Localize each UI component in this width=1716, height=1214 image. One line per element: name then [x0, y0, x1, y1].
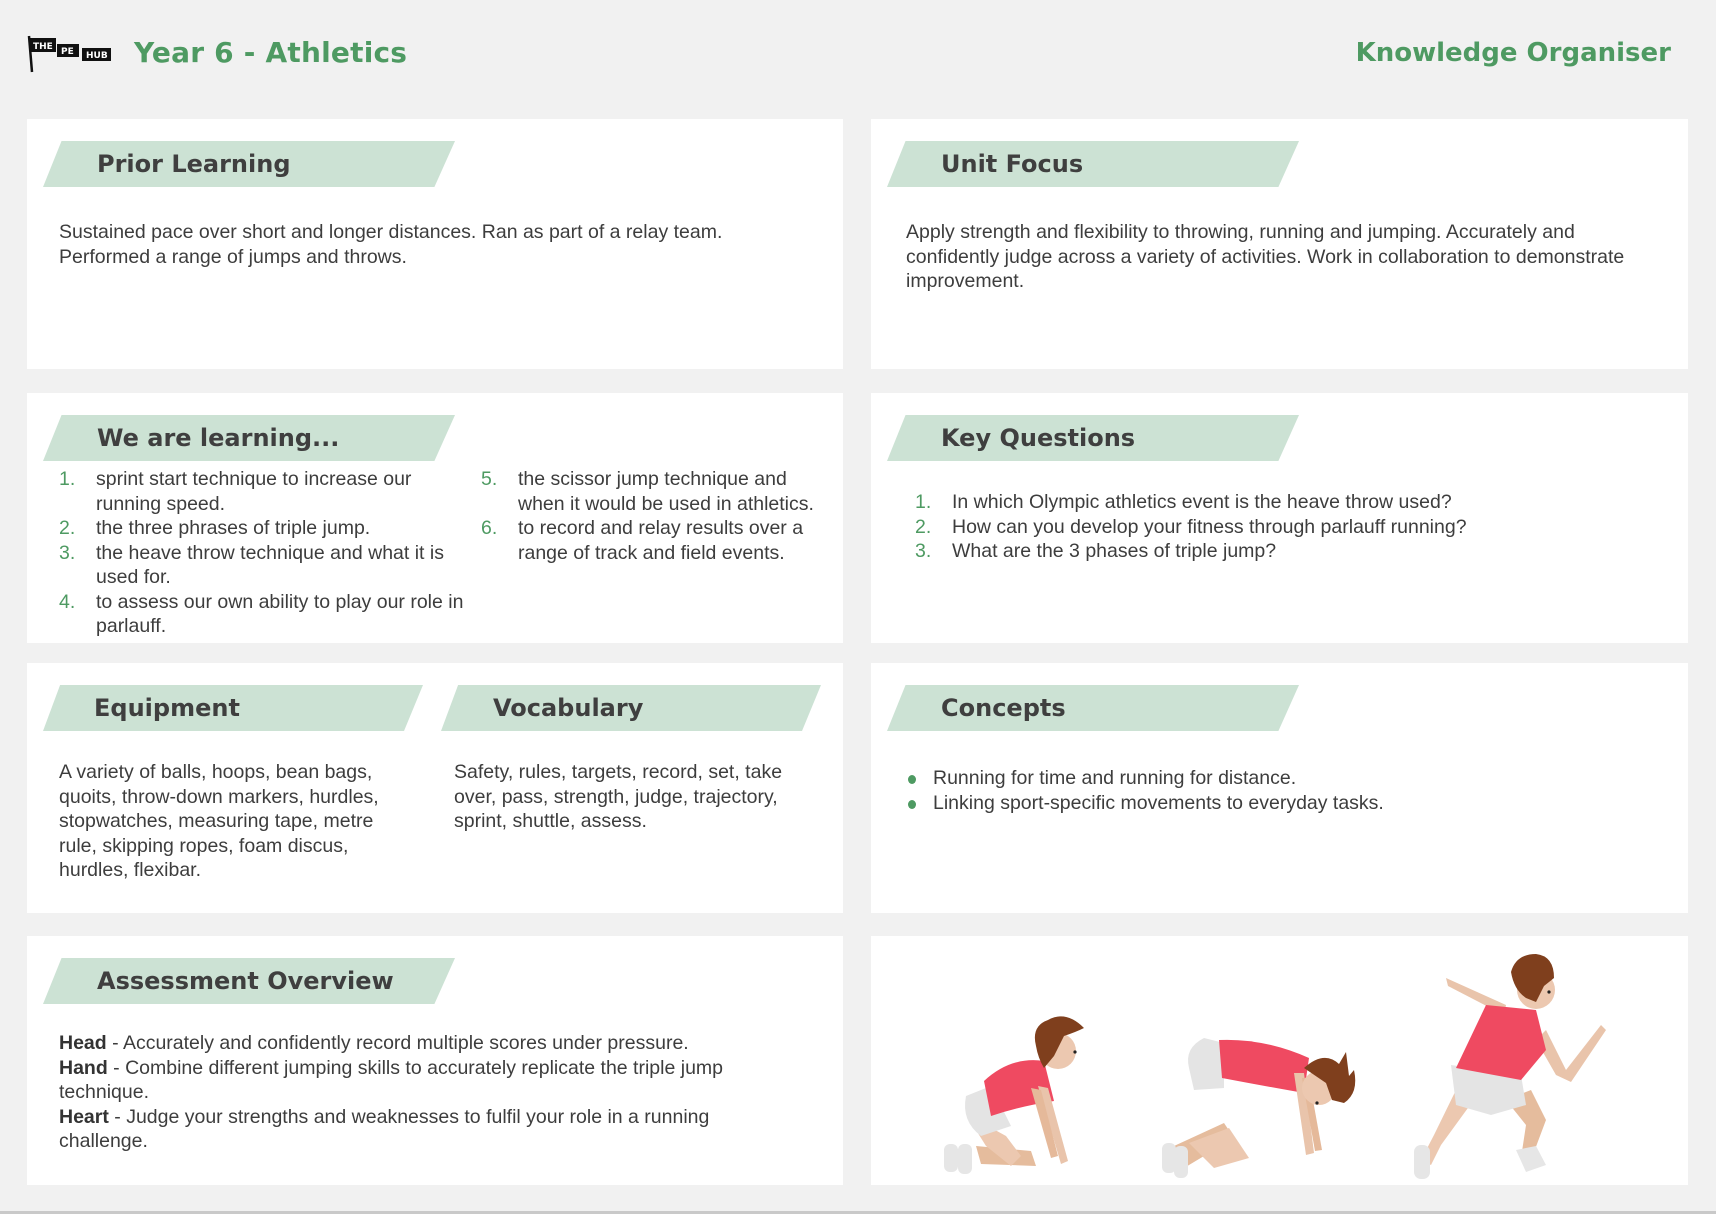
- learning-item: 2. the three phrases of triple jump.: [59, 517, 371, 539]
- key-questions-heading: Key Questions: [941, 424, 1136, 452]
- we-are-learning-heading: We are learning...: [97, 424, 340, 452]
- svg-text:PE: PE: [61, 47, 74, 57]
- assessment-heart: Heart - Judge your strengths and weaknesses to fulfil your role in a running challenge.: [59, 1105, 710, 1152]
- assessment-heading: Assessment Overview: [97, 967, 394, 995]
- pe-hub-logo: [26, 34, 112, 74]
- question-item: 2. How can you develop your fitness through parlauff running?: [915, 515, 1467, 538]
- key-questions-list: [915, 490, 1655, 564]
- assessment-text: [59, 1031, 799, 1154]
- learning-item: 6. to record and relay results over a range of track and field events.: [481, 517, 804, 564]
- assessment-head: Head - Accurately and confidently record multiple scores under pressure.: [59, 1032, 689, 1054]
- concept-item: Running for time and running for distance.: [905, 766, 1645, 791]
- learning-item: 3. the heave throw technique and what it is used for.: [59, 541, 444, 588]
- set-position-figure-icon: [1154, 1028, 1374, 1188]
- illustration-card: [871, 936, 1688, 1185]
- equipment-vocabulary-card: [27, 663, 843, 913]
- svg-text:THE: THE: [33, 42, 53, 52]
- vocabulary-heading: Vocabulary: [493, 694, 644, 722]
- assessment-hand: Hand - Combine different jumping skills to accurately replicate the triple jump technique.: [59, 1056, 723, 1103]
- unit-focus-card: [871, 119, 1688, 369]
- learning-item: 1. sprint start technique to increase our running speed.: [59, 468, 412, 515]
- concepts-card: [871, 663, 1688, 913]
- prior-learning-text: Sustained pace over short and longer distances. Ran as part of a relay team. Performed a range of jumps and throws.: [59, 221, 723, 268]
- question-item: 1. In which Olympic athletics event is the heave throw used?: [915, 491, 1452, 513]
- assessment-card: [27, 936, 843, 1185]
- question-item: 3. What are the 3 phases of triple jump?: [915, 540, 1277, 562]
- bullet-icon: [908, 800, 916, 809]
- learning-list-col2: [481, 467, 831, 565]
- learning-item: 4. to assess our own ability to play our role in parlauff.: [59, 590, 464, 637]
- learning-list-col1: [59, 467, 471, 639]
- equipment-heading: Equipment: [94, 694, 240, 722]
- learning-item: 5. the scissor jump technique and when it would be used in athletics.: [481, 468, 814, 515]
- flag-logo-icon: [26, 34, 112, 74]
- page-subtitle: Knowledge Organiser: [1355, 38, 1671, 68]
- vocabulary-text: Safety, rules, targets, record, set, take over, pass, strength, judge, trajectory, sprint, shuttle, assess.: [454, 761, 783, 832]
- concepts-list: [905, 766, 1645, 816]
- sprint-drive-figure-icon: [1386, 950, 1636, 1180]
- svg-text:HUB: HUB: [86, 51, 108, 61]
- prior-learning-heading: Prior Learning: [97, 150, 291, 178]
- unit-focus-heading: Unit Focus: [941, 150, 1084, 178]
- prior-learning-card: [27, 119, 843, 369]
- we-are-learning-card: [27, 393, 843, 643]
- page-title: Year 6 - Athletics: [134, 36, 408, 69]
- key-questions-card: [871, 393, 1688, 643]
- bullet-icon: [908, 775, 916, 784]
- concepts-heading: Concepts: [941, 694, 1066, 722]
- concept-item: Linking sport-specific movements to everyday tasks.: [905, 791, 1645, 816]
- crouch-start-figure-icon: [936, 1006, 1106, 1181]
- equipment-text: A variety of balls, hoops, bean bags, quoits, throw-down markers, hurdles, stopwatches, measuring tape, metre rule, skipping ropes, foam discus, hurdles, flexibar.: [59, 761, 379, 881]
- unit-focus-text: Apply strength and flexibility to throwing, running and jumping. Accurately and confidently judge across a variety of activities. Work in collaboration to demonstrate improvement.: [906, 221, 1625, 292]
